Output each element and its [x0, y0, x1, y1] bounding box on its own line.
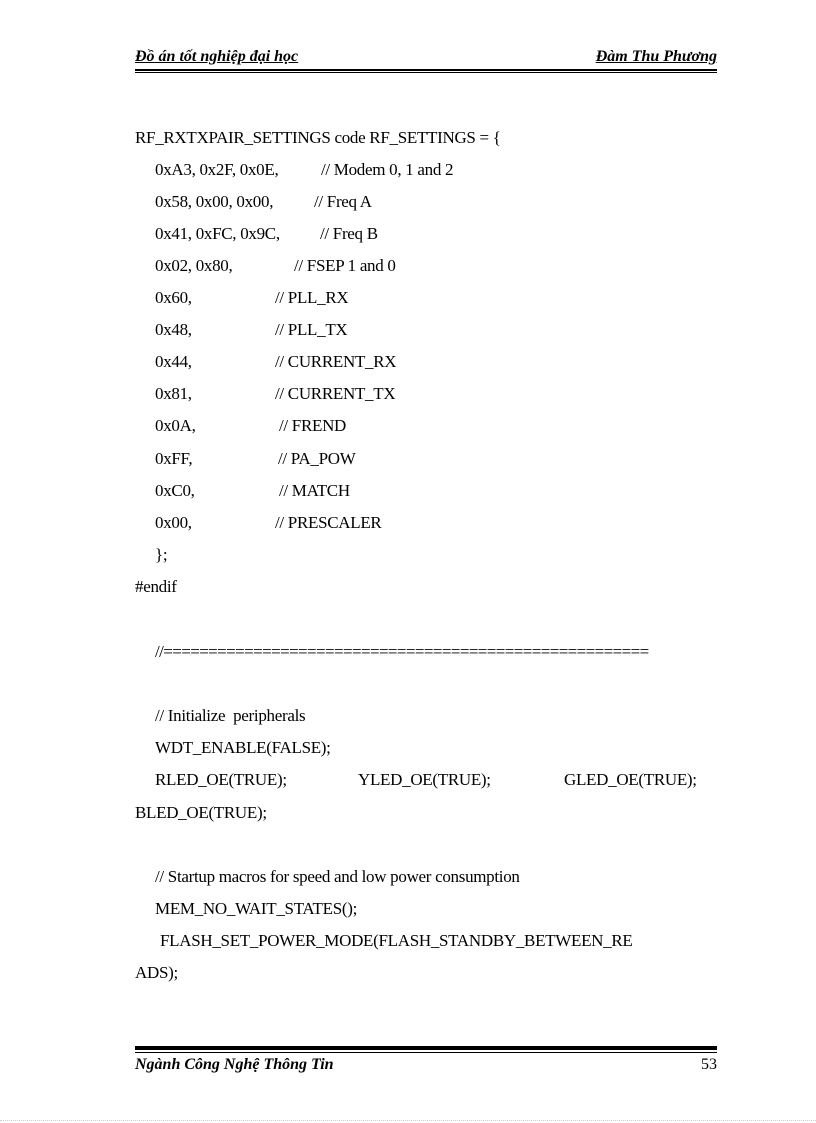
code-line-yled: YLED_OE(TRUE); — [358, 770, 491, 789]
code-line: 0xA3, 0x2F, 0x0E, — [155, 160, 279, 179]
code-comment-startup: // Startup macros for speed and low power consumption — [155, 867, 520, 886]
code-line: 0xFF, — [155, 449, 193, 468]
code-comment-init: // Initialize peripherals — [155, 706, 306, 725]
page-number: 53 — [701, 1056, 717, 1073]
code-line-endif: #endif — [135, 577, 177, 596]
page-header — [135, 46, 717, 70]
header-rule — [135, 69, 717, 71]
code-comment: // FSEP 1 and 0 — [294, 256, 396, 275]
code-comment: // Modem 0, 1 and 2 — [321, 160, 454, 179]
code-line-flash: FLASH_SET_POWER_MODE(FLASH_STANDBY_BETWEEN_RE — [160, 931, 633, 950]
code-line-bled: BLED_OE(TRUE); — [135, 803, 267, 822]
code-line: 0xC0, — [155, 481, 195, 500]
code-comment: // CURRENT_TX — [275, 384, 396, 403]
code-line-gled: GLED_OE(TRUE); — [564, 770, 697, 789]
code-comment: // PLL_RX — [275, 288, 349, 307]
code-comment: // PA_POW — [278, 449, 356, 468]
code-line-wdt: WDT_ENABLE(FALSE); — [155, 738, 331, 757]
page-edge — [0, 1120, 816, 1121]
code-comment: // PLL_TX — [275, 320, 348, 339]
code-line: 0x81, — [155, 384, 192, 403]
footer-department: Ngành Công Nghệ Thông Tin — [135, 1056, 334, 1073]
code-line: 0x02, 0x80, — [155, 256, 233, 275]
code-comment: // PRESCALER — [275, 513, 382, 532]
footer-rule — [135, 1046, 717, 1050]
code-line-mem: MEM_NO_WAIT_STATES(); — [155, 899, 357, 918]
code-comment: // Freq A — [314, 192, 372, 211]
code-line-flash-cont: ADS); — [135, 963, 178, 982]
footer-rule-thin — [135, 1052, 717, 1053]
code-line: 0x41, 0xFC, 0x9C, — [155, 224, 280, 243]
code-comment: // MATCH — [279, 481, 350, 500]
code-line-rled: RLED_OE(TRUE); — [155, 770, 287, 789]
header-author: Đàm Thu Phương — [595, 48, 717, 65]
code-comment: // Freq B — [320, 224, 378, 243]
code-line: 0x0A, — [155, 416, 196, 435]
code-line: 0x58, 0x00, 0x00, — [155, 192, 274, 211]
code-line-close: }; — [155, 545, 168, 564]
header-rule-thin — [135, 72, 717, 73]
header-title: Đồ án tốt nghiệp đại học — [135, 48, 299, 65]
code-divider: //====================================================== — [155, 642, 649, 661]
code-comment: // CURRENT_RX — [275, 352, 397, 371]
code-line: 0x44, — [155, 352, 192, 371]
code-line: 0x00, — [155, 513, 192, 532]
code-comment: // FREND — [279, 416, 347, 435]
code-line-struct: RF_RXTXPAIR_SETTINGS code RF_SETTINGS = { — [135, 128, 501, 147]
code-line: 0x48, — [155, 320, 192, 339]
code-line: 0x60, — [155, 288, 192, 307]
